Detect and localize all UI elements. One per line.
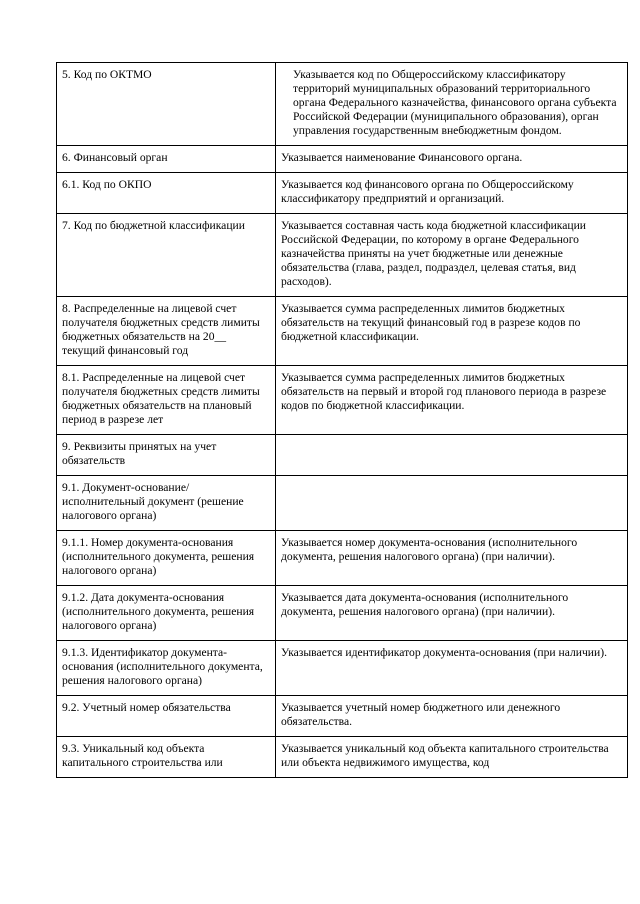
field-description: Указывается идентификатор документа-основания (при наличии). — [281, 646, 607, 659]
field-description: Указывается дата документа-основания (исполнительного документа, решения налогового органа) (при наличии). — [281, 591, 569, 618]
table-row — [57, 696, 628, 737]
table-row — [57, 146, 628, 173]
field-name-cell — [57, 586, 276, 641]
field-name: 7. Код по бюджетной классификации — [62, 219, 245, 232]
field-name: 9.2. Учетный номер обязательства — [62, 701, 231, 714]
field-name-cell — [57, 214, 276, 297]
table-row — [57, 641, 628, 696]
table-row — [57, 63, 628, 146]
field-name: 9. Реквизиты принятых на учет обязательств — [62, 440, 217, 467]
field-description: Указывается составная часть кода бюджетной классификации Российской Федерации, по которому в органе Федерального казначейства приняты на учет бюджетные или денежные обязательства (глава, раздел, подраздел, целевая статья, вид расходов). — [281, 219, 587, 288]
description-cell — [276, 435, 628, 476]
field-name-cell — [57, 366, 276, 435]
field-name-cell — [57, 146, 276, 173]
field-description: Указывается сумма распределенных лимитов бюджетных обязательств на текущий финансовый год в разрезе кодов по бюджетной классификации. — [281, 302, 581, 343]
field-name: 9.3. Уникальный код объекта капитального строительства или — [62, 742, 223, 769]
description-cell — [276, 737, 628, 778]
table-row — [57, 173, 628, 214]
field-name: 5. Код по ОКТМО — [62, 68, 152, 81]
description-cell — [276, 476, 628, 531]
field-description: Указывается код по Общероссийскому классификатору территорий муниципальных образований территориального органа Федерального казначейства, финансового органа субъекта Российской Федерации (муниципального образования), орган управления государственным внебюджетным фондом. — [293, 68, 617, 137]
table-row — [57, 531, 628, 586]
description-cell — [276, 586, 628, 641]
table-row — [57, 435, 628, 476]
field-name-cell — [57, 531, 276, 586]
field-description: Указывается номер документа-основания (исполнительного документа, решения налогового органа) (при наличии). — [281, 536, 578, 563]
field-description: Указывается код финансового органа по Общероссийскому классификатору предприятий и организаций. — [281, 178, 574, 205]
table-row — [57, 214, 628, 297]
field-name: 9.1. Документ-основание/исполнительный документ (решение налогового органа) — [62, 481, 244, 522]
field-name: 9.1.3. Идентификатор документа-основания (исполнительного документа, решения налогового органа) — [62, 646, 263, 687]
field-name: 6. Финансовый орган — [62, 151, 168, 164]
field-name-cell — [57, 737, 276, 778]
table-row — [57, 737, 628, 778]
field-name-cell — [57, 297, 276, 366]
field-name: 9.1.2. Дата документа-основания (исполнительного документа, решения налогового органа) — [62, 591, 255, 632]
field-description: Указывается учетный номер бюджетного или денежного обязательства. — [281, 701, 561, 728]
field-description: Указывается наименование Финансового органа. — [281, 151, 523, 164]
description-cell — [276, 641, 628, 696]
field-name: 9.1.1. Номер документа-основания (исполнительного документа, решения налогового органа) — [62, 536, 255, 577]
description-cell — [276, 531, 628, 586]
field-description: Указывается сумма распределенных лимитов бюджетных обязательств на первый и второй год планового периода в разрезе кодов по бюджетной классификации. — [281, 371, 607, 412]
field-name-cell — [57, 435, 276, 476]
field-name-cell — [57, 476, 276, 531]
table-row — [57, 476, 628, 531]
field-name-cell — [57, 696, 276, 737]
table-row — [57, 297, 628, 366]
field-description-table — [56, 62, 628, 778]
field-name: 8. Распределенные на лицевой счет получателя бюджетных средств лимиты бюджетных обязательств на 20__ текущий финансовый год — [62, 302, 260, 357]
description-cell — [276, 146, 628, 173]
field-name-cell — [57, 641, 276, 696]
table-row — [57, 366, 628, 435]
description-cell — [276, 173, 628, 214]
field-name: 8.1. Распределенные на лицевой счет получателя бюджетных средств лимиты бюджетных обязательств на плановый период в разрезе лет — [62, 371, 260, 426]
description-cell — [276, 696, 628, 737]
field-name: 6.1. Код по ОКПО — [62, 178, 152, 191]
field-description: Указывается уникальный код объекта капитального строительства или объекта недвижимого имущества, код — [281, 742, 609, 769]
field-name-cell — [57, 173, 276, 214]
table-row — [57, 586, 628, 641]
field-name-cell — [57, 63, 276, 146]
description-cell — [276, 214, 628, 297]
description-cell — [276, 366, 628, 435]
description-cell — [276, 297, 628, 366]
description-cell — [276, 63, 628, 146]
